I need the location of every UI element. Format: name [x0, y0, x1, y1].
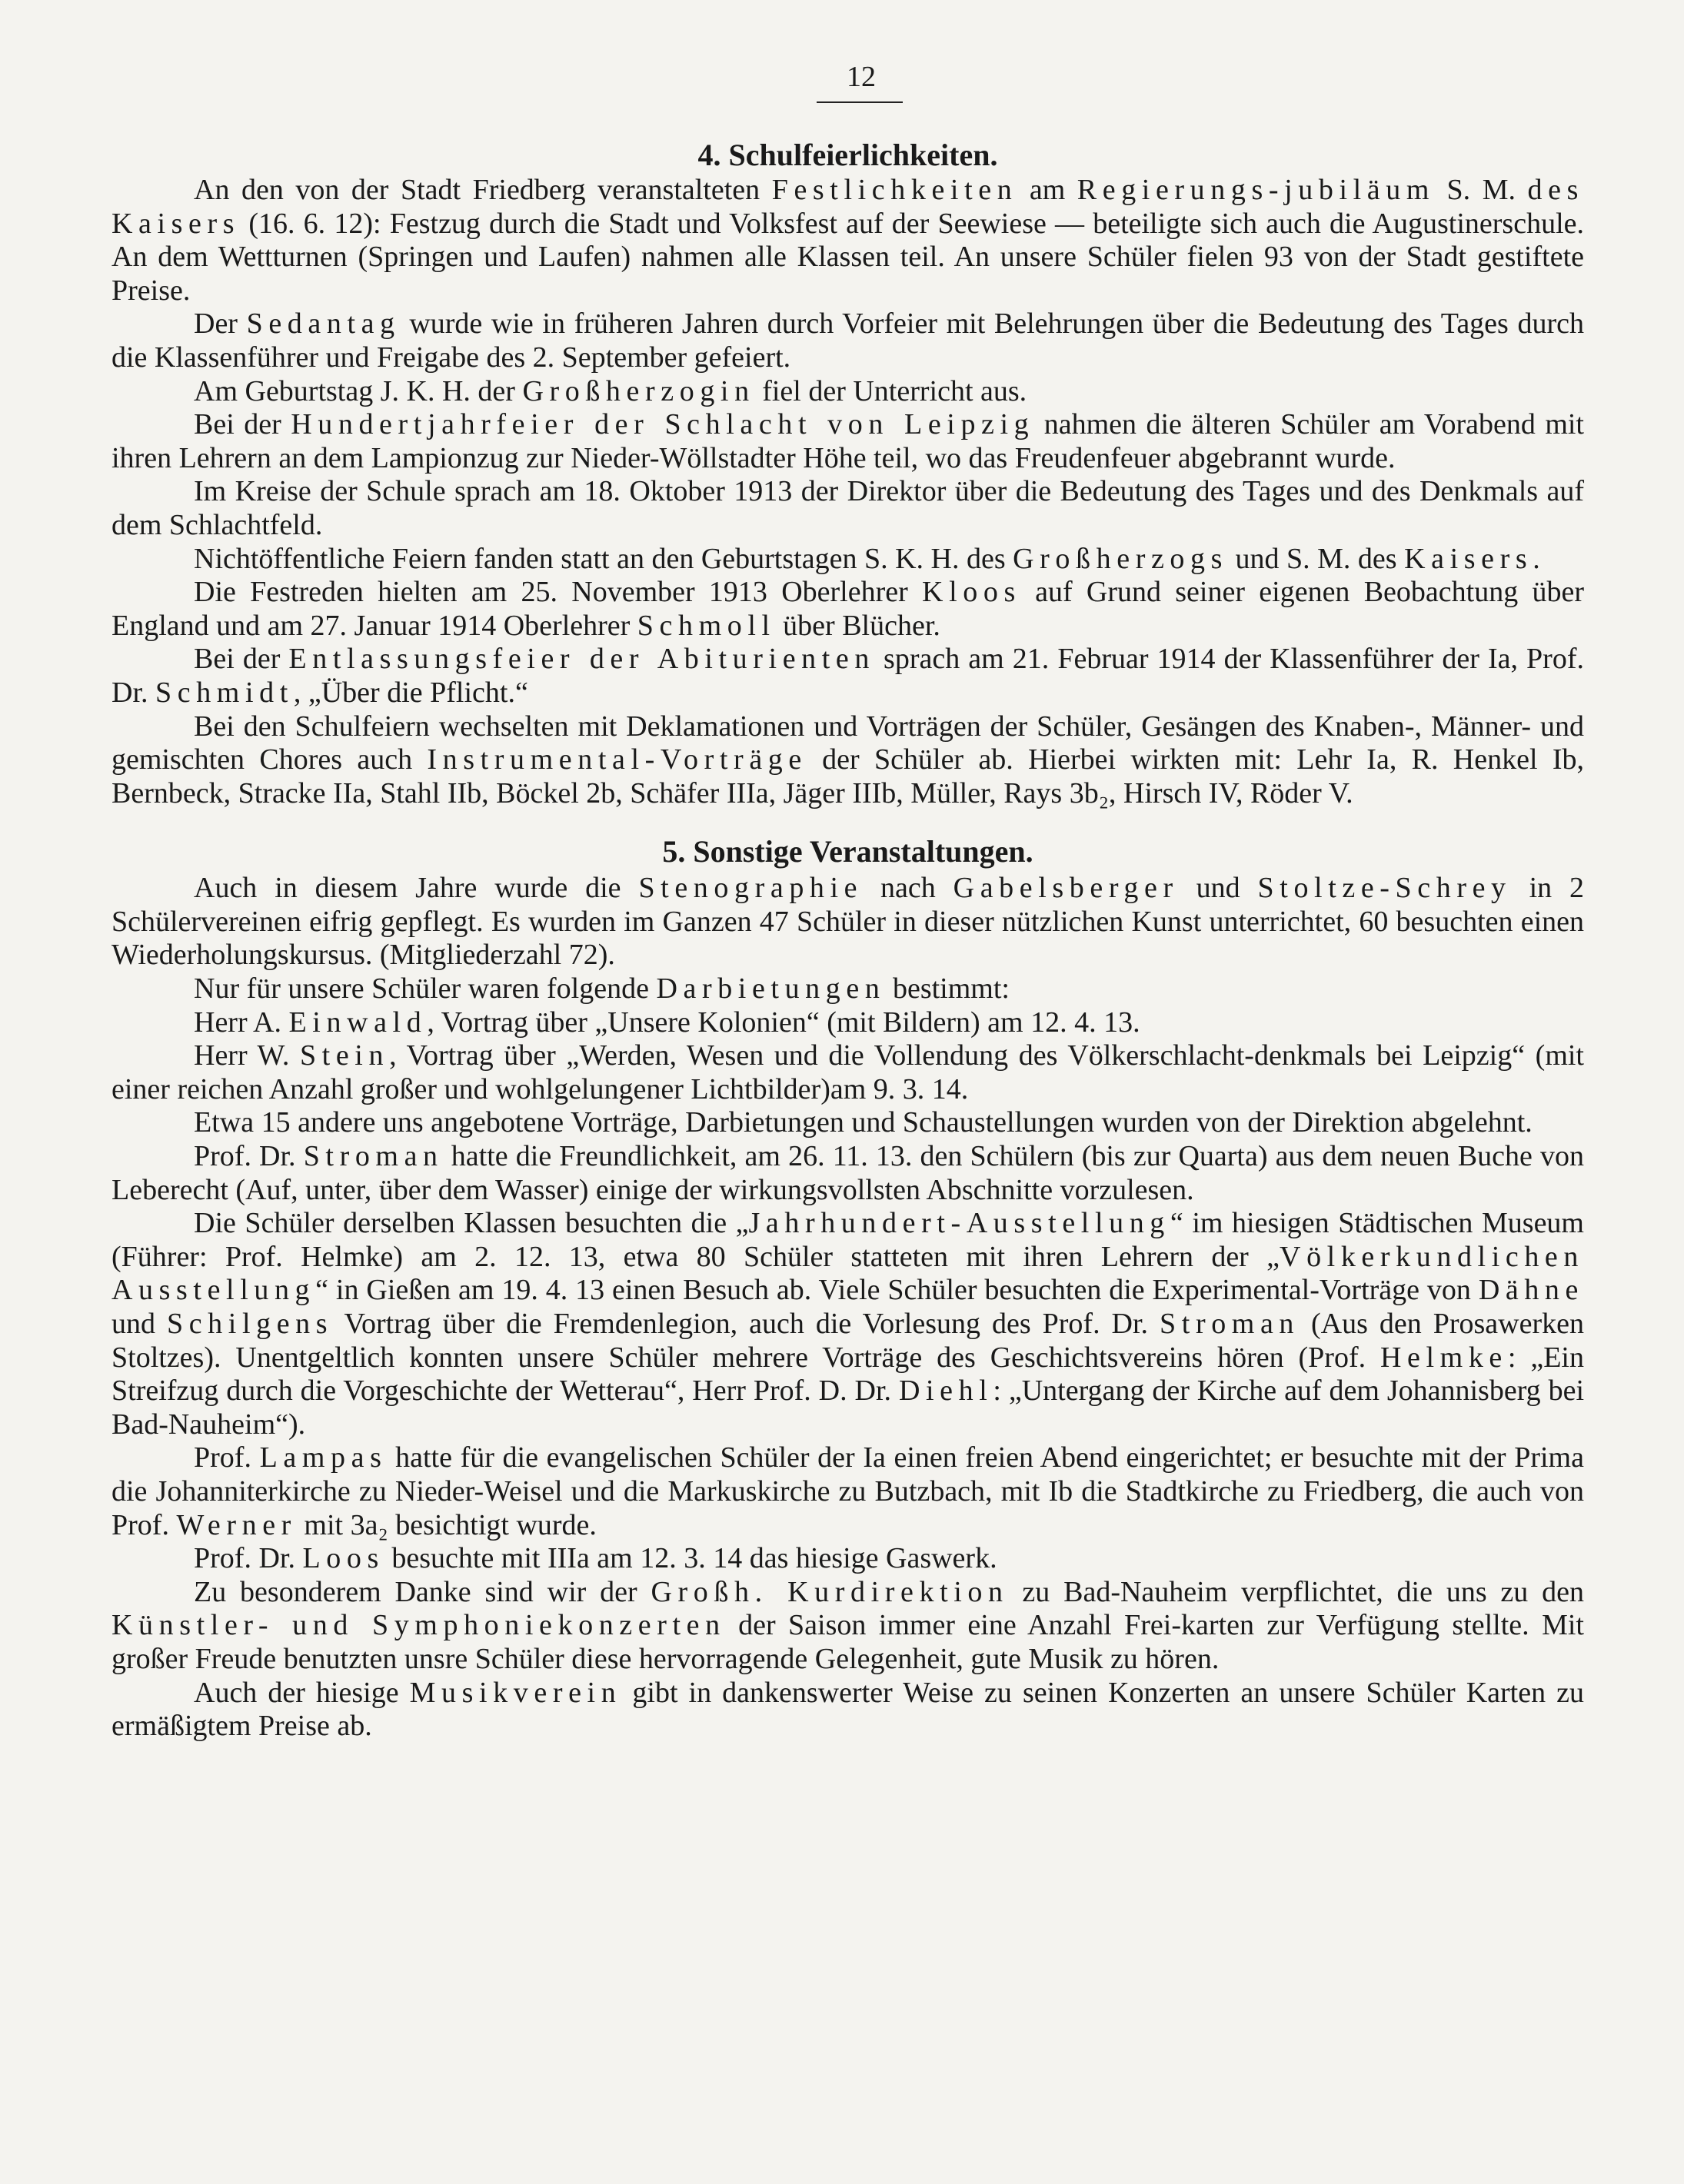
paragraph — [111, 1006, 1584, 1040]
text-run: Nichtöffentliche Feiern fanden statt an den Geburtstagen S. K. H. des — [194, 542, 1013, 575]
paragraph — [111, 307, 1584, 374]
spaced-text: des Kaisers — [111, 174, 1584, 240]
text-run: bestimmt: — [885, 972, 1010, 1006]
spaced-text: Musikverein — [409, 1676, 622, 1709]
spaced-text: Werner — [176, 1508, 297, 1541]
section-title: 4. Schulfeierlichkeiten. — [697, 138, 998, 172]
spaced-text: Gabelsberger — [953, 872, 1179, 905]
text-run: Bei der — [194, 643, 289, 676]
text-run: gibt in dankenswerter Weise zu seinen Konzerten an unsere Schüler Karten zu ermäßigtem Preise ab. — [111, 1676, 1584, 1743]
text-run: Etwa 15 andere uns angebotene Vorträge, Darbietungen und Schaustellungen wurden von der Direktion abgelehnt. — [194, 1106, 1533, 1139]
text-run: , „Über die Pflicht.“ — [293, 676, 528, 709]
spaced-text: Großherzogs — [1013, 542, 1228, 575]
text-run: Auch der hiesige — [194, 1676, 410, 1709]
text-run: Prof. Dr. — [194, 1542, 303, 1575]
paragraph — [111, 543, 1584, 577]
paragraph — [111, 872, 1584, 972]
spaced-text: Dähne — [1478, 1274, 1584, 1307]
text-run: Vortrag über die Fremdenlegion, auch die Vorlesung des Prof. Dr. — [333, 1308, 1160, 1340]
spaced-text: Stenographie — [638, 872, 864, 905]
spaced-text: Kaisers — [1404, 542, 1533, 575]
spaced-text: Künstler- und Symphoniekonzerten — [111, 1609, 726, 1642]
section-body — [111, 872, 1584, 1743]
text-run: Am Geburtstag J. K. H. der — [194, 374, 523, 407]
paragraph — [111, 1441, 1584, 1542]
text-run: zu Bad-Nauheim verpflichtet, die uns zu den — [1008, 1575, 1584, 1608]
text-run: am — [1017, 174, 1077, 206]
spaced-text: Festlichkeiten — [771, 174, 1018, 206]
text-run: , Vortrag über „Unsere Kolonien“ (mit Bildern) am 12. 4. 13. — [427, 1006, 1140, 1039]
paragraph — [111, 375, 1584, 409]
text-run: in 2 Schülervereinen eifrig gepflegt. Es wurden im Ganzen 47 Schüler in dieser nützlichen Kunst unterrichtet, 60 besuchten einen Wiederholungskursus. (Mitgliederzahl 72). — [111, 872, 1585, 972]
text-run: (16. 6. 12): Festzug durch die Stadt und Volksfest auf der Seewiese — beteiligte sich auch die Augustinerschule. An dem Wettturnen (Springen und Laufen) nahmen alle Klassen teil. An unsere Schüler fielen 93 von der Stadt gestiftete Preise. — [111, 207, 1584, 307]
text-run: mit 3a₂ besichtigt wurde. — [296, 1508, 597, 1541]
text-run: An den von der Stadt Friedberg veranstalteten — [194, 174, 772, 206]
text-run: Prof. — [194, 1441, 260, 1474]
page-number-rule — [817, 101, 903, 103]
spaced-text: Stein — [299, 1039, 390, 1072]
spaced-text: Darbietungen — [656, 972, 886, 1006]
spaced-text: Stroman — [1160, 1308, 1300, 1340]
paragraph — [111, 710, 1584, 811]
text-run: nahmen die älteren Schüler am Vorabend mit ihren Lehrern an dem Lampionzug zur Nieder-Wöllstadter Höhe teil, wo das Freudenfeuer abgebrannt wurde. — [111, 408, 1584, 474]
text-run: S. M. — [1435, 174, 1528, 206]
text-run: “ im hiesigen Städtischen Museum (Führer: Prof. Helmke) am 2. 12. 13, etwa 80 Schüler statteten mit ihren Lehrern der „ — [111, 1207, 1584, 1273]
text-run: Im Kreise der Schule sprach am 18. Oktober 1913 der Direktor über die Bedeutung des Tages und des Denkmals auf dem Schlachtfeld. — [111, 475, 1584, 541]
paragraph — [111, 972, 1584, 1006]
text-run: der Saison immer eine Anzahl Frei-karten zur Verfügung stellte. Mit großer Freude benutzten unsre Schüler diese hervorragende Gelegenheit, gute Musik zu hören. — [111, 1609, 1584, 1675]
spaced-text: Instrumental-Vorträge — [427, 743, 807, 776]
text-run: “ in Gießen am 19. 4. 13 einen Besuch ab. Viele Schüler besuchten die Experimental-Vorträge von — [315, 1274, 1479, 1307]
paragraph — [111, 408, 1584, 475]
text-run: , Vortrag über „Werden, Wesen und die Vollendung des Völkerschlacht-denkmals bei Leipzig“ (mit einer reichen Anzahl großer und wohlgelungener Lichtbilder)am 9. 3. 14. — [111, 1039, 1584, 1105]
spaced-text: Lampas — [259, 1441, 388, 1474]
spaced-text: Diehl — [898, 1375, 993, 1408]
text-run: hatte die Freundlichkeit, am 26. 11. 13. den Schülern (bis zur Quarta) aus dem neuen Buche von Leberecht (Auf, unter, über dem Wasser) einige der wirkungsvollsten Abschnitte vorzulesen. — [111, 1140, 1584, 1206]
text-run: Zu besonderem Danke sind wir der — [194, 1575, 651, 1608]
text-run: der Schüler ab. Hierbei wirkten mit: Lehr Ia, R. Henkel Ib, Bernbeck, Stracke IIa, Stahl IIb, Böckel 2b, Schäfer IIIa, Jäger IIIb, Müller, Rays 3b₂, Hirsch IV, Röder V. — [111, 743, 1584, 809]
text-run: wurde wie in früheren Jahren durch Vorfeier mit Belehrungen über die Bedeutung des Tages durch die Klassenführer und Freigabe des 2. September gefeiert. — [111, 307, 1584, 374]
text-run: Herr W. — [194, 1039, 300, 1072]
text-run: besuchte mit IIIa am 12. 3. 14 das hiesige Gaswerk. — [384, 1542, 997, 1575]
paragraph — [111, 1576, 1584, 1677]
section-sonstige-veranstaltungen — [111, 833, 1584, 1743]
page-content — [111, 137, 1584, 1744]
text-run: hatte für die evangelischen Schüler der Ia einen freien Abend eingerichtet; er besuchte mit der Prima die Johanniterkirche zu Nieder-Weisel und die Markuskirche zu Butzbach, mit Ib die Stadtkirche zu Friedberg, die auch von Prof. — [111, 1441, 1584, 1541]
paragraph — [111, 1039, 1584, 1106]
spaced-text: Jahrhundert-Ausstellung — [748, 1207, 1170, 1240]
spaced-text: Regierungs-jubiläum — [1077, 174, 1436, 206]
text-run: und — [1178, 872, 1258, 905]
text-run: und — [111, 1308, 167, 1340]
text-run: Die Schüler derselben Klassen besuchten die „ — [194, 1207, 749, 1240]
text-run: (Aus den Prosawerken Stoltzes). Unentgeltlich konnten unsere Schüler mehrere Vorträge des Geschichtsvereins hören (Prof. — [111, 1308, 1585, 1374]
text-run: Herr A. — [194, 1006, 289, 1039]
text-run: sprach am 21. Februar 1914 der Klassenführer der Ia, Prof. Dr. — [111, 643, 1584, 709]
spaced-text: Stroman — [303, 1140, 444, 1173]
spaced-text: Loos — [302, 1542, 384, 1575]
spaced-text: Schmidt — [155, 676, 294, 709]
section-schulfeierlichkeiten — [111, 137, 1584, 810]
text-run: : „Untergang der Kirche auf dem Johannisberg bei Bad-Nauheim“). — [111, 1375, 1585, 1441]
text-run: Bei der — [194, 408, 291, 441]
spaced-text: Entlassungsfeier der Abiturienten — [288, 643, 875, 676]
paragraph — [111, 174, 1584, 307]
text-run: fiel der Unterricht aus. — [754, 374, 1027, 407]
paragraph — [111, 1140, 1584, 1207]
paragraph — [111, 1677, 1584, 1744]
spaced-text: Großherzogin — [522, 374, 755, 407]
section-body — [111, 174, 1584, 810]
spaced-text: Helmke — [1380, 1341, 1508, 1374]
text-run: Nur für unsere Schüler waren folgende — [194, 972, 657, 1006]
paragraph — [111, 1207, 1584, 1441]
text-run: auf Grund seiner eigenen Beobachtung über England und am 27. Januar 1914 Oberlehrer — [111, 576, 1584, 642]
text-run: und S. M. des — [1228, 542, 1405, 575]
spaced-text: Einwald — [288, 1006, 428, 1039]
section-title: 5. Sonstige Veranstaltungen. — [662, 834, 1033, 869]
text-run: nach — [863, 872, 953, 905]
spaced-text: Kloos — [922, 576, 1021, 609]
text-run: Auch in diesem Jahre wurde die — [194, 872, 639, 905]
spaced-text: Hundertjahrfeier der Schlacht von Leipzig — [291, 408, 1035, 441]
paragraph — [111, 576, 1584, 643]
paragraph — [111, 1106, 1584, 1140]
text-run: : „Ein Streifzug durch die Vorgeschichte der Wetterau“, Herr Prof. D. Dr. — [111, 1341, 1584, 1408]
text-run: Der — [194, 307, 247, 341]
text-run: Die Festreden hielten am 25. November 1913 Oberlehrer — [194, 576, 923, 609]
spaced-text: Großh. Kurdirektion — [651, 1575, 1009, 1608]
spaced-text: Schilgens — [166, 1308, 334, 1340]
text-run: über Blücher. — [775, 609, 940, 642]
spaced-text: Schmoll — [637, 609, 776, 642]
spaced-text: Stoltze-Schrey — [1257, 872, 1512, 905]
spaced-text: Sedantag — [246, 307, 401, 341]
paragraph — [111, 1542, 1584, 1576]
spaced-text: Völkerkundlichen Ausstellung — [111, 1240, 1584, 1307]
paragraph — [111, 643, 1584, 710]
page-number: 12 — [847, 61, 876, 93]
text-run: Bei den Schulfeiern wechselten mit Deklamationen und Vorträgen der Schüler, Gesängen des Knaben-, Männer- und gemischten Chores auch — [111, 710, 1584, 776]
text-run: . — [1533, 542, 1540, 575]
text-run: Prof. Dr. — [194, 1140, 304, 1173]
paragraph — [111, 475, 1584, 542]
